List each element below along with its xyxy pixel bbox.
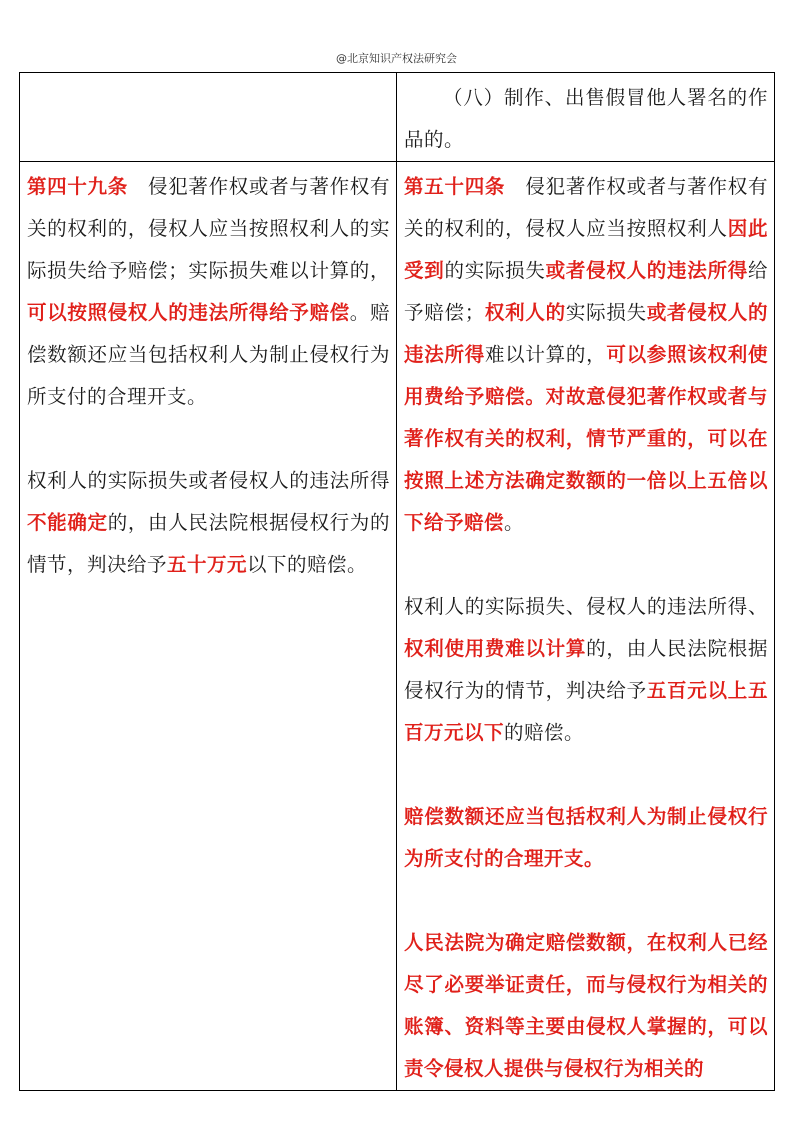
plain-text: 的赔偿。 <box>504 721 585 744</box>
plain-text: 权利人的实际损失、侵权人的违法所得、 <box>404 595 768 618</box>
plain-text: 侵犯著作权或者与著作权有关的权利的，侵权人应当按照权利人 <box>404 175 768 240</box>
plain-text: 。 <box>504 511 525 534</box>
new-law-cell-item8 <box>397 73 775 162</box>
plain-text: 的，由人民法院根据侵权行为的情节，判决给予 <box>404 637 768 702</box>
new-law-article-54 <box>397 162 775 1091</box>
plain-text: 的，由人民法院根据侵权行为的情节，判决给予 <box>27 511 390 576</box>
highlighted-text: 可以按照侵权人的违法所得给予赔偿 <box>27 301 350 324</box>
plain-text: 实际损失 <box>565 301 647 324</box>
highlighted-text: 权利使用费难以计算 <box>404 637 587 660</box>
new-law-paragraph-1 <box>404 166 768 544</box>
highlighted-text: 赔偿数额还应当包括权利人为制止侵权行为所支付的合理开支。 <box>404 805 768 870</box>
old-law-cell-empty <box>20 73 397 162</box>
old-law-article-49 <box>20 162 397 1091</box>
highlighted-text: 五十万元 <box>167 553 248 576</box>
item-8-text: （八）制作、出售假冒他人署名的作品的。 <box>404 86 768 151</box>
plain-text: 侵犯著作权或者与著作权有关的权利的，侵权人应当按照权利人的实际损失给予赔偿；实际损失难以计算的， <box>27 175 390 282</box>
plain-text: 以下的赔偿。 <box>247 553 368 576</box>
highlighted-text: 五百元以上五百万元以下 <box>404 679 768 744</box>
highlighted-text: 因此受到 <box>404 217 768 282</box>
table-row <box>20 162 775 1091</box>
plain-text: 。赔偿数额还应当包括权利人为制止侵权行为所支付的合理开支。 <box>27 301 390 408</box>
highlighted-text: 权利人的 <box>484 301 566 324</box>
highlighted-text: 不能确定 <box>27 511 108 534</box>
highlighted-text: 人民法院为确定赔偿数额，在权利人已经尽了必要举证责任，而与侵权行为相关的账簿、资料等主要由侵权人掌握的，可以责令侵权人提供与侵权行为相关的 <box>404 931 768 1080</box>
law-comparison-table <box>19 72 775 1091</box>
highlighted-text: 或者侵权人的违法所得 <box>404 301 768 366</box>
highlighted-text: 可以参照该权利使用费给予赔偿。对故意侵犯著作权或者与著作权有关的权利，情节严重的，可以在按照上述方法确定数额的一倍以上五倍以下给予赔偿 <box>404 343 768 534</box>
new-law-paragraph-4 <box>404 922 768 1090</box>
old-law-paragraph-2 <box>27 460 390 586</box>
new-law-paragraph-3 <box>404 796 768 880</box>
highlighted-text: 或者侵权人的违法所得 <box>545 259 748 282</box>
new-law-paragraph-2 <box>404 586 768 754</box>
highlighted-text: 第四十九条 <box>27 175 128 198</box>
highlighted-text: 第五十四条 <box>404 175 506 198</box>
plain-text: 难以计算的， <box>484 343 607 366</box>
plain-text: 权利人的实际损失或者侵权人的违法所得 <box>27 469 390 492</box>
watermark-header: @北京知识产权法研究会 <box>336 52 457 65</box>
plain-text: 给予赔偿； <box>404 259 768 324</box>
table-row <box>20 73 775 162</box>
plain-text: 的实际损失 <box>444 259 546 282</box>
old-law-paragraph-1 <box>27 166 390 418</box>
